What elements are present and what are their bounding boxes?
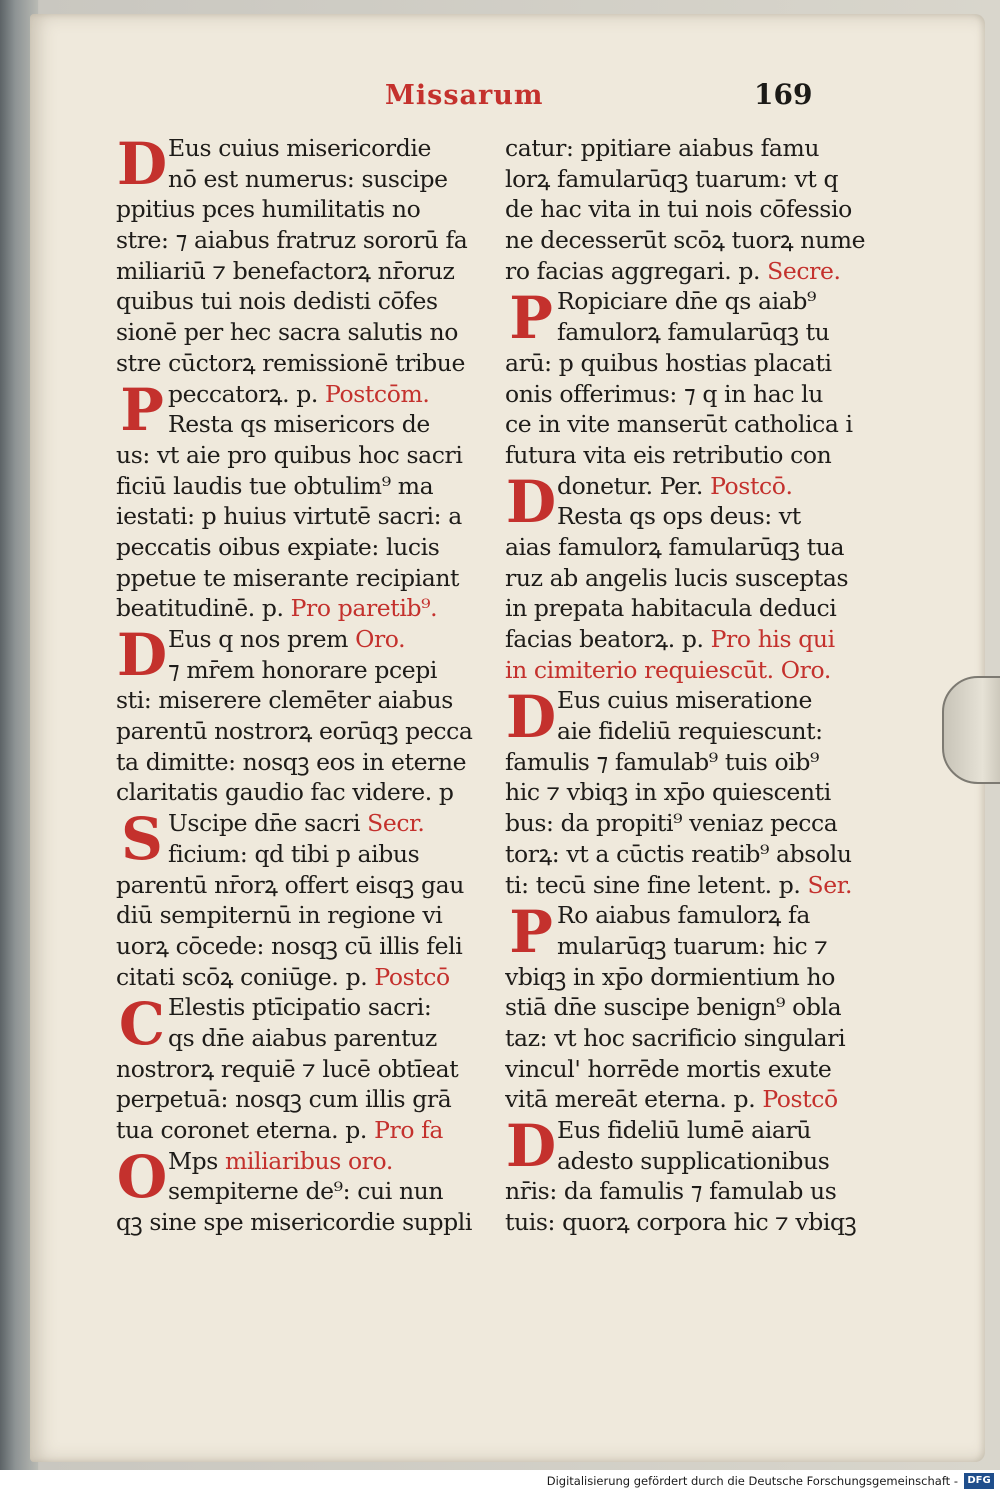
text-line (505, 532, 877, 563)
book-clasp (942, 676, 1000, 784)
text-line (116, 992, 488, 1023)
text-line (505, 225, 877, 256)
text-line (505, 348, 877, 379)
line-text: Eus q nos prem (168, 625, 349, 653)
text-line (116, 501, 488, 532)
text-line (116, 256, 488, 287)
line-text: arū: p quibus hostias placati (505, 348, 832, 377)
line-text: ti: tecū sine fine letent. p. (505, 870, 801, 899)
text-line (505, 839, 877, 870)
text-line (116, 317, 488, 348)
line-text: us: vt aie pro quibus hoc sacri (116, 440, 463, 469)
text-line (505, 1176, 877, 1207)
text-line (116, 1115, 488, 1146)
line-text: futura vita eis retributio con (505, 440, 832, 469)
line-text: ficium: qd tibi p aibus (168, 839, 420, 868)
line-text: famulorꝝ famularūqꝫ tu (557, 318, 830, 347)
text-line (505, 194, 877, 225)
text-line (116, 225, 488, 256)
text-line (505, 992, 877, 1023)
line-text: ⁊ mr̄em honorare pcepi (168, 655, 438, 684)
rubric-text: Pro paretib⁹. (283, 594, 438, 623)
line-text: perpetuā: nosqꝫ cum illis grā (116, 1085, 452, 1114)
rubric-text: Pro his qui (703, 625, 835, 653)
line-text: tuis: quorꝝ corpora hic ⁊ vbiqꝫ (505, 1208, 857, 1237)
line-text: tua coronet eterna. p. (116, 1116, 367, 1144)
line-text: parentū nr̄orꝝ offert eisqꝫ gau (116, 870, 464, 899)
text-line (505, 286, 877, 317)
text-line (116, 532, 488, 563)
rubricated-initial: S (121, 805, 163, 874)
rubricated-initial: O (116, 1143, 168, 1212)
line-text: nr̄is: da famulis ⁊ famulab us (505, 1177, 837, 1206)
left-text-column (116, 133, 488, 1248)
line-text: ta dimitte: nosqꝫ eos in eterne (116, 747, 467, 776)
rubricated-initial: P (120, 375, 164, 444)
text-line (116, 808, 488, 839)
line-text: ppetue te miserante recipiant (116, 563, 460, 592)
line-text: in prepata habitacula deduci (505, 594, 837, 623)
dfg-logo-icon: DFG (964, 1473, 994, 1489)
text-line (505, 593, 877, 624)
line-text: Ro aiabus famulorꝝ fa (557, 901, 810, 930)
rubric-text: miliaribus oro. (217, 1146, 393, 1175)
line-text: aias famulorꝝ famularūqꝫ tua (505, 532, 845, 561)
line-text: ruz ab angelis lucis susceptas (505, 563, 849, 592)
text-line (116, 962, 488, 993)
line-text: Elestis ptīcipatio sacri: (168, 993, 432, 1022)
rubric-text: Ser. (800, 870, 853, 899)
line-text: adesto supplicationibus (557, 1146, 830, 1175)
rubricated-initial: P (509, 897, 553, 966)
line-text: ce in vite manserūt catholica i (505, 410, 853, 439)
text-line (505, 379, 877, 410)
line-text: qs dn̄e aiabus parentuz (168, 1023, 437, 1052)
text-line (116, 931, 488, 962)
line-text: sionē per hec sacra salutis no (116, 318, 459, 347)
line-text: stre cūctorꝝ remissionē tribue (116, 348, 465, 377)
line-text: famulis ⁊ famulab⁹ tuis oib⁹ (505, 747, 819, 776)
text-line (116, 164, 488, 195)
line-text: ppitius pces humilitatis no (116, 195, 421, 224)
text-line (116, 1176, 488, 1207)
line-text: Eus cuius misericordie (168, 134, 432, 162)
line-text: bus: da propiti⁹ veniaz pecca (505, 809, 838, 838)
text-line (116, 440, 488, 471)
line-text: de hac vita in tui nois cōfessio (505, 195, 852, 224)
line-text: lorꝝ famularūqꝫ tuarum: vt q (505, 164, 839, 193)
line-text: taz: vt hoc sacrificio singulari (505, 1023, 846, 1052)
rubricated-initial: P (509, 283, 553, 352)
text-line (116, 624, 488, 655)
text-line (505, 931, 877, 962)
text-line (505, 1115, 877, 1146)
text-line (505, 501, 877, 532)
running-head: Missarum (385, 80, 544, 111)
text-line (116, 471, 488, 502)
text-line (116, 839, 488, 870)
text-line (116, 1054, 488, 1085)
text-line (116, 716, 488, 747)
line-text: diū sempiternū in regione vi (116, 901, 443, 930)
line-text: vincul' horrēde mortis exute (505, 1054, 832, 1083)
line-text: beatitudinē. p. (116, 594, 284, 623)
text-line (116, 348, 488, 379)
text-line (505, 563, 877, 594)
line-text: Eus fideliū lumē aiarū (557, 1116, 812, 1144)
rubricated-initial: C (118, 989, 166, 1058)
text-line (505, 164, 877, 195)
rubric-text: Secr. (360, 809, 425, 838)
line-text: citati scōꝝ coniūge. p. (116, 962, 368, 991)
text-line (116, 409, 488, 440)
text-line (116, 1146, 488, 1177)
text-line (505, 747, 877, 778)
text-line (505, 685, 877, 716)
text-line (505, 256, 877, 287)
text-line (505, 317, 877, 348)
line-text: ro facias aggregari. p. (505, 256, 761, 285)
rubricated-initial: D (505, 467, 557, 536)
text-line (505, 777, 877, 808)
text-line (505, 655, 877, 686)
rubricated-initial: D (116, 621, 168, 690)
rubricated-initial: D (505, 1112, 557, 1181)
line-text: aie fideliū requiescunt: (557, 717, 823, 746)
text-line (505, 1084, 877, 1115)
line-text: parentū nostrorꝝ eorūqꝫ pecca (116, 717, 473, 746)
line-text: miliariū ⁊ benefactorꝝ nr̄oruz (116, 256, 455, 285)
line-text: nō est numerus: suscipe (168, 164, 448, 193)
text-line (116, 900, 488, 931)
line-text: iestati: p huius virtutē sacri: a (116, 502, 462, 531)
rubric-text: Oro. (348, 625, 406, 653)
text-line (116, 655, 488, 686)
line-text: facias beatorꝝ. p. (505, 625, 704, 653)
text-line (505, 962, 877, 993)
line-text: quibus tui nois dedisti cōfes (116, 287, 438, 316)
line-text: ficiū laudis tue obtulim⁹ ma (116, 471, 434, 500)
line-text: Mps (168, 1146, 218, 1175)
text-line (505, 716, 877, 747)
digitization-footer (0, 1470, 1000, 1493)
text-line (505, 1023, 877, 1054)
text-line (505, 808, 877, 839)
text-line (505, 624, 877, 655)
text-line (116, 563, 488, 594)
funding-credit: Digitalisierung gefördert durch die Deutsche Forschungsgemeinschaft - (546, 1474, 958, 1488)
line-text: mularūqꝫ tuarum: hic ⁊ (557, 931, 828, 960)
rubric-text: Pro fa (367, 1116, 444, 1144)
line-text: ne decesserūt scōꝝ tuorꝝ nume (505, 226, 866, 255)
right-text-column (505, 133, 877, 1248)
line-text: peccatorꝝ. p. (168, 379, 318, 408)
line-text: hic ⁊ vbiqꝫ in xp̄o quiescenti (505, 778, 831, 807)
rubric-text: Secre. (760, 256, 841, 285)
text-line (505, 133, 877, 164)
text-line (505, 1207, 877, 1238)
text-line (505, 1054, 877, 1085)
line-text: stiā dn̄e suscipe benign⁹ obla (505, 993, 842, 1022)
line-text: peccatis oibus expiate: lucis (116, 532, 440, 561)
text-line (505, 409, 877, 440)
text-line (116, 747, 488, 778)
line-text: onis offerimus: ⁊ q in hac lu (505, 379, 824, 408)
text-line (116, 593, 488, 624)
text-line (116, 286, 488, 317)
text-line (116, 379, 488, 410)
line-text: donetur. Per. (557, 471, 703, 500)
text-line (505, 1146, 877, 1177)
rubric-text: Postcō. (703, 471, 793, 500)
line-text: claritatis gaudio fac videre. p (116, 778, 454, 807)
rubric-text: Postcōm. (317, 379, 430, 408)
line-text: Eus cuius miseratione (557, 686, 813, 715)
line-text: vbiqꝫ in xp̄o dormientium ho (505, 962, 835, 991)
rubric-text: Postcō (367, 962, 450, 991)
line-text: qꝫ sine spe misericordie suppli (116, 1208, 472, 1237)
line-text: Ropiciare dn̄e qs aiab⁹ (557, 287, 817, 316)
text-line (116, 870, 488, 901)
line-text: uorꝝ cōcede: nosqꝫ cū illis feli (116, 931, 463, 960)
rubricated-initial: D (116, 133, 168, 198)
rubric-text: in cimiterio requiescūt. Oro. (505, 655, 831, 684)
line-text: sempiterne de⁹: cui nun (168, 1177, 444, 1206)
line-text: Resta qs misericors de (168, 410, 430, 439)
line-text: torꝝ: vt a cūctis reatib⁹ absolu (505, 839, 852, 868)
line-text: stre: ⁊ aiabus fratruz sororū fa (116, 226, 468, 255)
line-text: Uscipe dn̄e sacri (168, 809, 361, 838)
text-line (116, 685, 488, 716)
rubricated-initial: D (505, 682, 557, 751)
text-line (116, 1084, 488, 1115)
text-line (505, 870, 877, 901)
rubric-text: Postcō (755, 1085, 838, 1114)
folio-number: 169 (754, 78, 813, 111)
text-line (505, 900, 877, 931)
line-text: nostrorꝝ requiē ⁊ lucē obtīeat (116, 1054, 459, 1083)
text-line (116, 133, 488, 164)
text-line (116, 1023, 488, 1054)
text-line (116, 1207, 488, 1238)
text-line (116, 777, 488, 808)
line-text: vitā mereāt eterna. p. (505, 1085, 756, 1114)
text-line (505, 471, 877, 502)
text-line (505, 440, 877, 471)
text-line (116, 194, 488, 225)
line-text: Resta qs ops deus: vt (557, 502, 801, 531)
line-text: sti: miserere clemēter aiabus (116, 686, 453, 715)
line-text: catur: ppitiare aiabus famu (505, 134, 820, 162)
